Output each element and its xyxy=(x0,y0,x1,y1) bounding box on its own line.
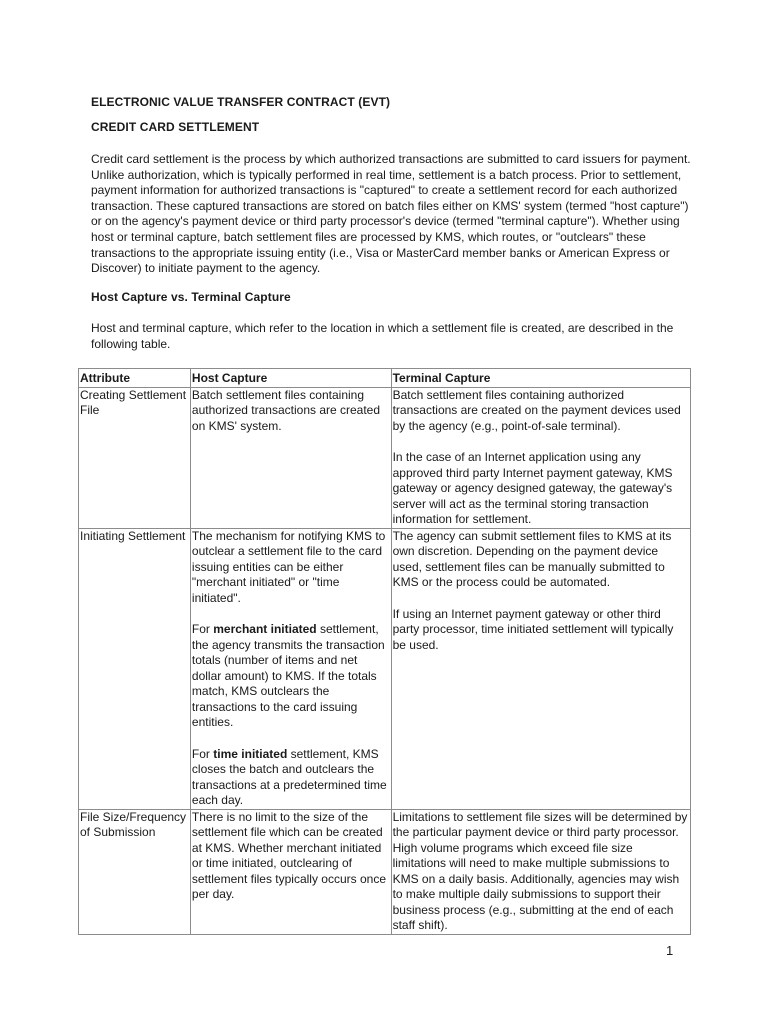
cell-paragraph: If using an Internet payment gateway or other third party processor, time initiated settlement will typically be used. xyxy=(392,606,674,652)
page-number: 1 xyxy=(666,943,674,958)
intro-paragraph: Credit card settlement is the process by which authorized transactions are submitted to card issuers for payment. Unlike authorization, which is typically performed in real time, settlement is a batch process. Prior to settlement, payment information for authorized transactions is "captured" to create a settlement record for each authorized transaction. These captured transactions are stored on batch files either on KMS' system (termed "host capture") or on the agency's payment device or third party processor's device (termed "terminal capture"). Whether using host or terminal capture, batch settlement files are processed by KMS, which routes, or "outclears" these transactions to the appropriate issuing entity (i.e., Visa or MasterCard member banks or American Express or Discover) to initiate payment to the agency. xyxy=(91,152,691,276)
row-attribute-cell: Initiating Settlement xyxy=(79,528,191,809)
table-header-row xyxy=(79,369,691,388)
subheading: Host Capture vs. Terminal Capture xyxy=(91,290,291,304)
host-capture-cell: Batch settlement files containing authorized transactions are created on KMS' system. xyxy=(190,387,391,528)
bold-term: merchant initiated xyxy=(213,622,317,636)
text-span: For xyxy=(191,622,214,636)
table-row xyxy=(79,387,691,528)
terminal-capture-cell xyxy=(391,387,690,528)
column-header-terminal-capture: Terminal Capture xyxy=(391,369,690,388)
host-capture-cell: There is no limit to the size of the settlement file which can be created at KMS. Whether merchant initiated or time initiated, outclearing of settlement files typically occurs once per day. xyxy=(190,809,391,934)
row-attribute-cell: File Size/Frequency of Submission xyxy=(79,809,191,934)
column-header-attribute: Attribute xyxy=(79,369,191,388)
cell-paragraph: Batch settlement files containing authorized transactions are created on the payment devices used by the agency (e.g., point-of-sale terminal). xyxy=(392,387,681,433)
text-span: settlement, the agency transmits the transaction totals (number of items and net dollar amount) to KMS. If the totals match, KMS outclears the transactions to the card issuing entities. xyxy=(191,622,385,729)
terminal-capture-cell xyxy=(391,528,690,809)
document-title: ELECTRONIC VALUE TRANSFER CONTRACT (EVT) xyxy=(91,95,391,109)
bold-term: time initiated xyxy=(213,746,288,761)
terminal-capture-cell: Limitations to settlement file sizes will be determined by the particular payment device or third party processor. High volume programs which exceed file size limitations will need to make multiple submissions to KMS on a daily basis. Additionally, agencies may wish to make multiple daily submissions to support their business process (e.g., submitting at the end of each staff shift). xyxy=(391,809,690,934)
section-heading: CREDIT CARD SETTLEMENT xyxy=(91,120,260,134)
table-row xyxy=(79,528,691,809)
host-capture-cell xyxy=(190,528,391,809)
cell-paragraph: The mechanism for notifying KMS to outclear a settlement file to the card issuing entities can be either "merchant initiated" or "time initiated". xyxy=(191,528,386,605)
text-span: For xyxy=(191,746,214,761)
cell-paragraph xyxy=(192,747,390,809)
table-row xyxy=(79,809,691,934)
column-header-host-capture: Host Capture xyxy=(190,369,391,388)
cell-paragraph: The agency can submit settlement files to KMS at its own discretion. Depending on the payment device used, settlement files can be manually submitted to KMS or the process could be automated. xyxy=(392,528,672,589)
row-attribute-cell: Creating Settlement File xyxy=(79,387,191,528)
cell-paragraph xyxy=(192,622,390,731)
capture-comparison-table xyxy=(78,368,691,935)
cell-paragraph: In the case of an Internet application using any approved third party Internet payment gateway, KMS gateway or agency designed gateway, the gateway's server will act as the terminal storing transaction information for settlement. xyxy=(392,450,673,526)
table-intro-paragraph: Host and terminal capture, which refer to the location in which a settlement file is created, are described in the following table. xyxy=(91,321,674,351)
text-span: settlement, KMS closes the batch and outclears the transactions at a predetermined time each day. xyxy=(191,746,387,807)
